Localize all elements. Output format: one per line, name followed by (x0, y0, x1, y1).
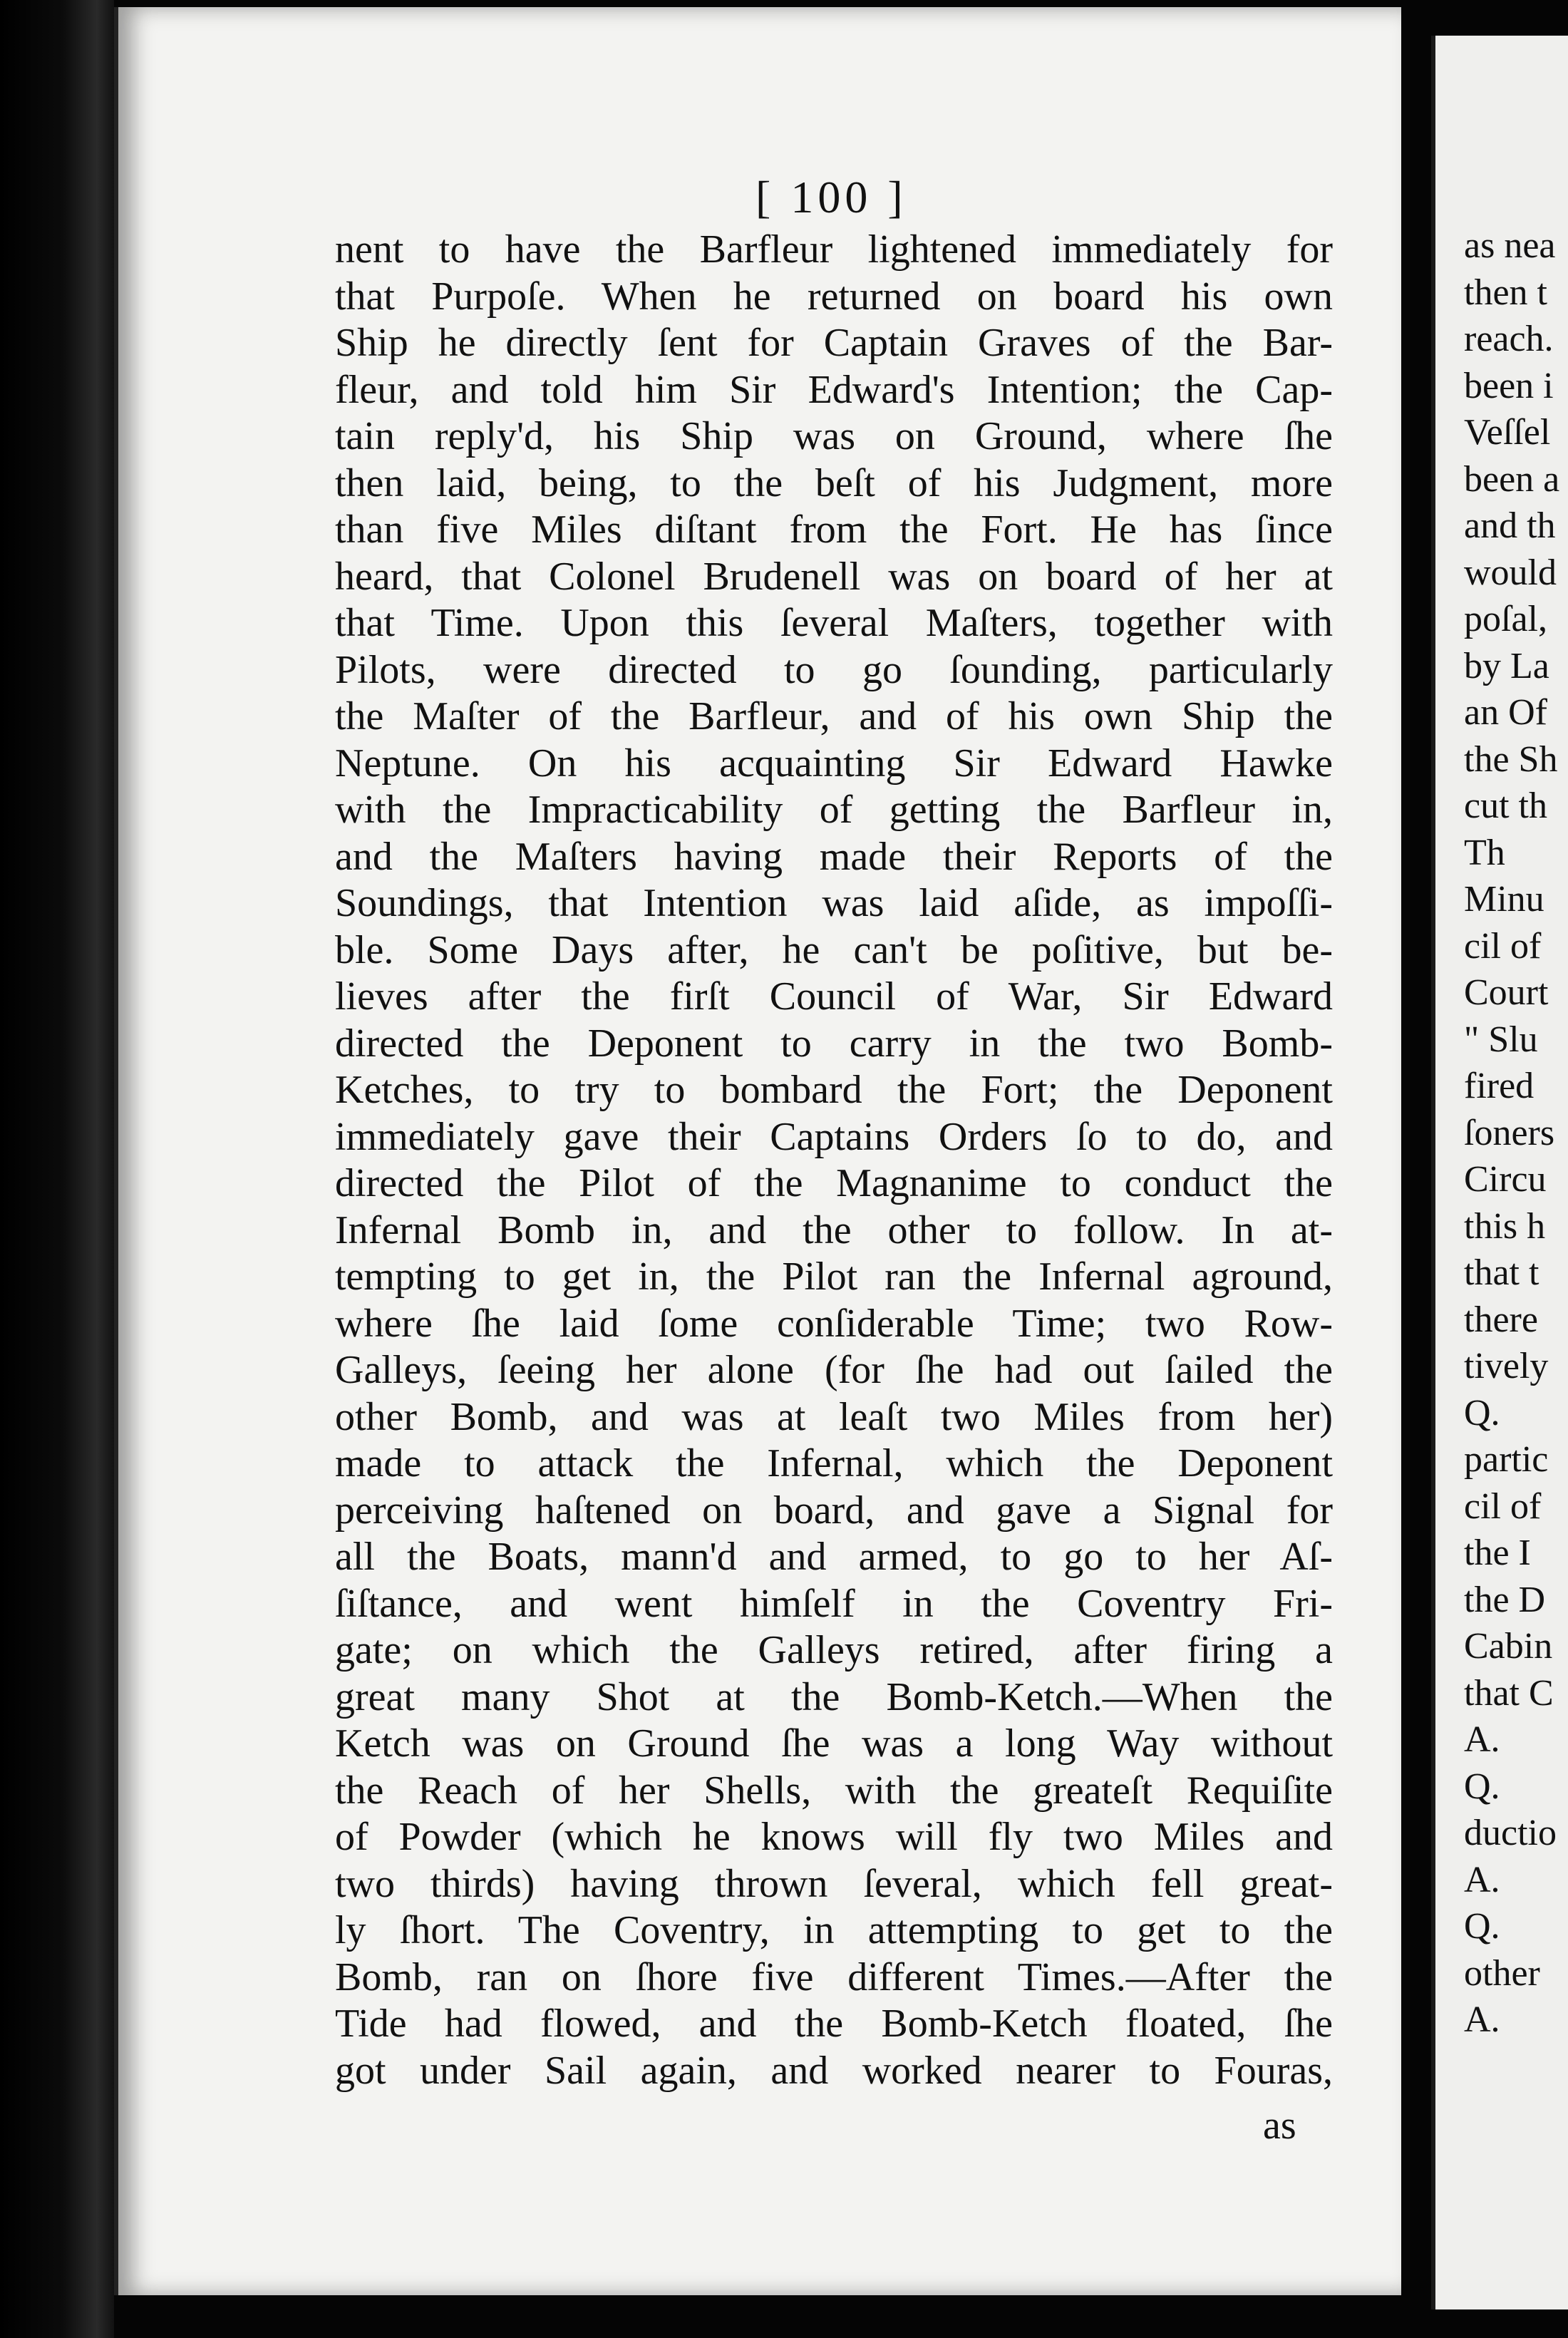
book-spine (0, 0, 114, 2338)
facing-text-line: fired (1464, 1066, 1535, 1106)
facing-text-line: there (1464, 1299, 1538, 1340)
text-line: ble. Some Days after, he can't be poſitive, but be- (335, 927, 1333, 972)
facing-page-text (1464, 222, 1568, 2044)
facing-text-line: Q. (1464, 1906, 1500, 1947)
page-body-text (335, 227, 1333, 2094)
facing-text-line: poſal, (1464, 599, 1547, 639)
text-line: Pilots, were directed to go ſounding, particularly (335, 647, 1333, 692)
facing-text-line: an Of (1464, 692, 1547, 733)
facing-text-line: cil of (1464, 1485, 1542, 1527)
facing-text-line: Veſſel (1464, 412, 1551, 453)
facing-text-line: Court (1464, 972, 1549, 1013)
text-line: and the Maſters having made their Reports of the (335, 834, 1333, 879)
facing-text-line: Minu (1464, 879, 1544, 920)
facing-text-line: other (1464, 1952, 1540, 1994)
facing-text-line: Q. (1464, 1766, 1500, 1807)
facing-text-line: ſoners (1464, 1112, 1555, 1153)
text-line: Galleys, ſeeing her alone (for ſhe had out ſailed the (335, 1348, 1333, 1392)
text-line: all the Boats, mann'd and armed, to go to her Aſ- (335, 1535, 1333, 1579)
text-line: nent to have the Barfleur lightened immediately for (335, 227, 1333, 272)
facing-text-line: Q. (1464, 1392, 1500, 1433)
text-line: Bomb, ran on ſhore five different Times.—After the (335, 1955, 1333, 1999)
text-line: made to attack the Infernal, which the Deponent (335, 1441, 1333, 1485)
text-line: that Time. Upon this ſeveral Maſters, together with (335, 601, 1333, 645)
text-line: directed the Deponent to carry in the two Bomb- (335, 1021, 1333, 1066)
text-line: got under Sail again, and worked nearer to Fouras, (335, 2048, 1333, 2093)
facing-text-line: this h (1464, 1205, 1546, 1247)
text-line: gate; on which the Galleys retired, after firing a (335, 1628, 1333, 1672)
facing-text-line: been a (1464, 458, 1560, 500)
page-number-header: [ 100 ] (755, 172, 907, 222)
facing-text-line: the D (1464, 1579, 1546, 1620)
text-line: Soundings, that Intention was laid aſide, as impoſſi- (335, 881, 1333, 925)
facing-text-line: tively (1464, 1346, 1549, 1386)
facing-text-line: A. (1464, 1719, 1500, 1760)
text-line: other Bomb, and was at leaſt two Miles from her) (335, 1394, 1333, 1439)
text-line: Ketch was on Ground ſhe was a long Way without (335, 1721, 1333, 1766)
facing-text-line: cut th (1464, 786, 1547, 826)
facing-text-line: the I (1464, 1533, 1531, 1573)
facing-text-line: been i (1464, 365, 1554, 406)
text-line: ſiſtance, and went himſelf in the Coventry Fri- (335, 1581, 1333, 1626)
text-line: great many Shot at the Bomb-Ketch.—When the (335, 1674, 1333, 1719)
text-line: immediately gave their Captains Orders ſo to do, and (335, 1114, 1333, 1159)
facing-text-line: cil of (1464, 925, 1542, 967)
text-line: directed the Pilot of the Magnanime to conduct the (335, 1161, 1333, 1205)
text-line: then laid, being, to the beſt of his Judgment, more (335, 460, 1333, 505)
text-line: tempting to get in, the Pilot ran the Infernal aground, (335, 1255, 1333, 1299)
facing-text-line: " Slu (1464, 1019, 1538, 1060)
text-line: that Purpoſe. When he returned on board his own (335, 274, 1333, 319)
facing-text-line: the Sh (1464, 738, 1558, 780)
text-line: ly ſhort. The Coventry, in attempting to get to the (335, 1908, 1333, 1952)
facing-text-line: by La (1464, 645, 1549, 686)
text-line: fleur, and told him Sir Edward's Intention; the Cap- (335, 367, 1333, 412)
text-line: Ship he directly ſent for Captain Graves of the Bar- (335, 321, 1333, 365)
facing-text-line: partic (1464, 1439, 1549, 1480)
text-line: lieves after the firſt Council of War, Sir Edward (335, 974, 1333, 1019)
text-line: heard, that Colonel Brudenell was on board of her at (335, 554, 1333, 599)
facing-text-line: as nea (1464, 225, 1556, 266)
facing-text-line: that t (1464, 1252, 1539, 1293)
facing-text-line: Th (1464, 832, 1505, 873)
facing-text-line: then t (1464, 272, 1547, 313)
text-line: perceiving haſtened on board, and gave a Signal for (335, 1488, 1333, 1533)
text-line: Infernal Bomb in, and the other to follow. In at- (335, 1207, 1333, 1252)
text-line: two thirds) having thrown ſeveral, which fell great- (335, 1861, 1333, 1906)
facing-text-line: A. (1464, 1859, 1500, 1900)
facing-text-line: ductio (1464, 1813, 1557, 1853)
facing-text-line: that C (1464, 1672, 1554, 1714)
text-line: the Maſter of the Barfleur, and of his own Ship the (335, 694, 1333, 738)
facing-text-line: Cabin (1464, 1626, 1553, 1667)
facing-text-line: Circu (1464, 1159, 1547, 1200)
facing-page (1431, 36, 1568, 2309)
text-line: of Powder (which he knows will fly two Miles and (335, 1815, 1333, 1859)
catchword: as (1263, 2103, 1296, 2148)
facing-text-line: would (1464, 552, 1557, 593)
text-line: Tide had flowed, and the Bomb-Ketch floated, ſhe (335, 2002, 1333, 2046)
text-line: Neptune. On his acquainting Sir Edward Hawke (335, 741, 1333, 786)
text-line: where ſhe laid ſome conſiderable Time; two Row- (335, 1301, 1333, 1346)
text-line: tain reply'd, his Ship was on Ground, where ſhe (335, 414, 1333, 458)
facing-text-line: and th (1464, 505, 1556, 546)
facing-text-line: A. (1464, 1999, 1500, 2040)
facing-text-line: reach. (1464, 319, 1554, 359)
text-line: Ketches, to try to bombard the Fort; the Deponent (335, 1068, 1333, 1112)
text-line: the Reach of her Shells, with the greateſt Requiſite (335, 1768, 1333, 1813)
text-line: with the Impracticability of getting the Barfleur in, (335, 788, 1333, 832)
text-line: than five Miles diſtant from the Fort. He has ſince (335, 508, 1333, 552)
